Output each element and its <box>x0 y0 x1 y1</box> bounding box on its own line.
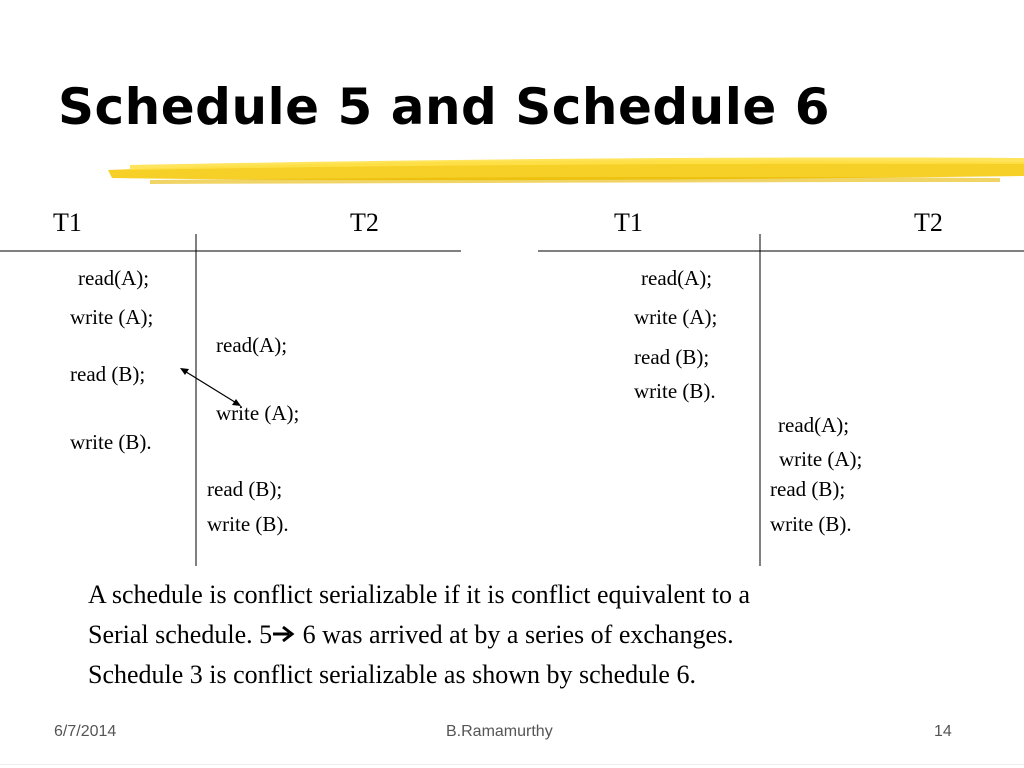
explanation-line-3: Schedule 3 is conflict serializable as shown by schedule 6. <box>88 660 696 689</box>
schedule5-t2-op: write (B). <box>207 512 289 536</box>
schedule6-t1-op: read (B); <box>634 345 710 369</box>
schedule6-t1-header: T1 <box>614 208 643 237</box>
swap-arrow-head-start <box>180 368 189 375</box>
schedule5-t1-op: read(A); <box>78 266 150 290</box>
schedule6-t2-header: T2 <box>914 208 943 237</box>
schedule6-t1-op: read(A); <box>641 266 713 290</box>
schedule5-t1-header: T1 <box>53 208 82 237</box>
schedule5-t2-op: read(A); <box>216 333 288 357</box>
schedule6-t1-op: write (A); <box>634 305 718 329</box>
explanation-paragraph <box>88 575 988 695</box>
footer-date: 6/7/2014 <box>54 723 117 740</box>
swap-arrow-shaft <box>183 370 238 404</box>
schedule5-t1-op: write (B). <box>70 430 152 454</box>
right-arrow-icon <box>272 625 296 643</box>
slide-title: Schedule 5 and Schedule 6 <box>58 78 831 136</box>
schedule5-t1-op: write (A); <box>70 305 154 329</box>
schedule6-t2-op: write (A); <box>779 447 863 471</box>
schedule5-t2-op: read (B); <box>207 477 283 501</box>
footer-page-number: 14 <box>934 723 952 740</box>
schedule6-t2-op: read (B); <box>770 477 846 501</box>
explanation-line-2-start: Serial schedule. 5 <box>88 620 273 649</box>
schedule6-t2-op: write (B). <box>770 512 852 536</box>
schedule5-t2-op: write (A); <box>216 401 300 425</box>
schedule5-t1-op: read (B); <box>70 362 146 386</box>
explanation-line-2 <box>88 615 988 655</box>
schedule6-t1-op: write (B). <box>634 379 716 403</box>
schedule6-t2-op: read(A); <box>778 413 850 437</box>
explanation-line-2-end: 6 was arrived at by a series of exchanges. <box>296 620 734 649</box>
explanation-line-1: A schedule is conflict serializable if it is conflict equivalent to a <box>88 580 751 609</box>
schedule5-t2-header: T2 <box>350 208 379 237</box>
footer-author: B.Ramamurthy <box>446 723 553 740</box>
footer-divider <box>0 764 1024 765</box>
